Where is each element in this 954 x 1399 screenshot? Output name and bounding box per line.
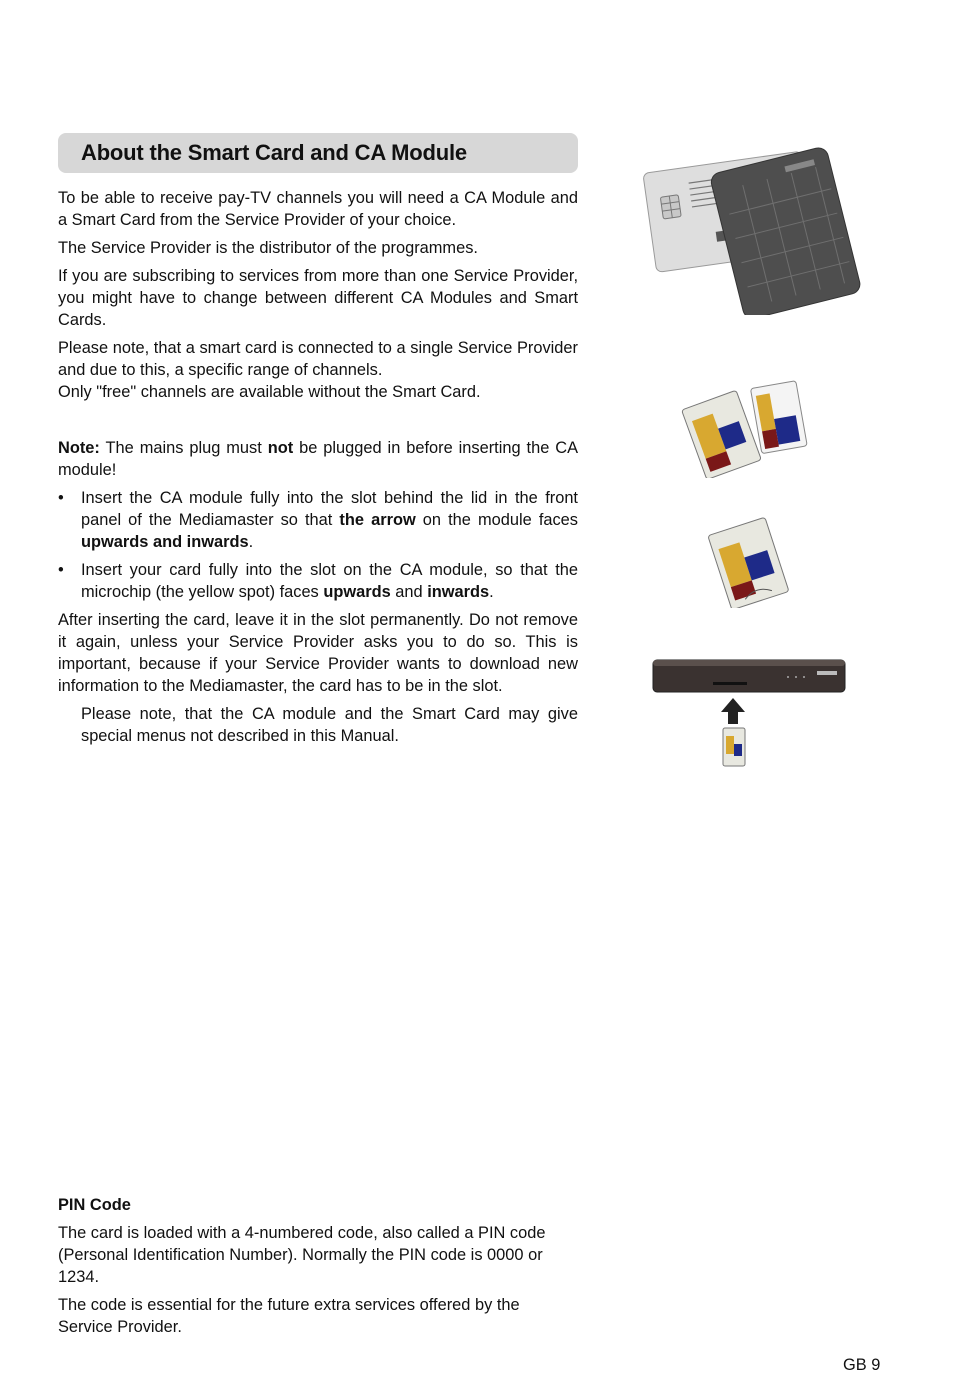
intro-paragraph-3: If you are subscribing to services from more than one Service Provider, you might have to change between different CA Modules and Smart Cards.	[58, 267, 578, 329]
section-header	[58, 133, 578, 173]
bullet-1-text-3: .	[248, 533, 254, 551]
note-text-2: be plugged in before inserting the CA module!	[58, 439, 579, 479]
ca-module-and-card-illustration	[680, 378, 810, 478]
bullet-1-text-2: on the module faces	[415, 511, 578, 529]
pin-section	[58, 1194, 578, 1344]
bullet-1-bold-1: the arrow	[339, 511, 416, 529]
intro-paragraph-2: The Service Provider is the distributor of the programmes.	[58, 239, 478, 257]
note-label: Note:	[58, 439, 100, 457]
pin-paragraph-2: The code is essential for the future extra services offered by the Service Provider.	[58, 1296, 520, 1336]
bullet-dot: •	[58, 489, 64, 507]
bullet-2-bold-1: upwards	[323, 583, 391, 601]
intro-paragraph-1: To be able to receive pay-TV channels you will need a CA Module and a Smart Card from the Service Provider of your choice.	[58, 189, 578, 229]
intro-paragraph-4b: Only "free" channels are available without the Smart Card.	[58, 383, 481, 401]
intro-paragraph-4	[58, 337, 578, 403]
page-number: GB 9	[843, 1356, 881, 1374]
bullet-1-bold-2: upwards and inwards	[81, 533, 249, 551]
bullet-2-bold-2: inwards	[427, 583, 490, 601]
pin-title: PIN Code	[58, 1196, 131, 1214]
receiver-insertion-illustration	[651, 658, 847, 770]
main-text-column	[58, 187, 578, 753]
up-arrow-icon	[721, 698, 745, 724]
note-paragraph	[58, 437, 578, 481]
note-bold-not: not	[267, 439, 294, 457]
bullet-dot: •	[58, 561, 64, 579]
bullet-2-text-2: and	[390, 583, 428, 601]
after-paragraph-1: After inserting the card, leave it in the slot permanently. Do not remove it again, unless your Service Provider asks you to do so. This is important, because if your Service Provider wants to download new information to the Mediamaster, the card has to be in the slot.	[58, 611, 578, 695]
bullet-item-2	[58, 559, 578, 603]
bullet-1-text-1: Insert the CA module fully into the slot behind the lid in the front panel of the Mediamaster so that	[81, 489, 578, 529]
after-paragraph-2: Please note, that the CA module and the Smart Card may give special menus not described in this Manual.	[81, 705, 578, 745]
pin-paragraph-1: The card is loaded with a 4-numbered code, also called a PIN code (Personal Identification Number). Normally the PIN code is 0000 or 1234.	[58, 1224, 546, 1286]
section-title: About the Smart Card and CA Module	[81, 140, 467, 165]
intro-paragraph-4a: Please note, that a smart card is connected to a single Service Provider and due to this, a specific range of channels.	[58, 339, 578, 379]
bullet-2-text-1: Insert your card fully into the slot on the CA module, so that the microchip (the yellow spot) faces	[81, 561, 578, 601]
bullet-2-text-3: .	[489, 583, 494, 601]
note-text-1: The mains plug must	[99, 439, 268, 457]
ca-module-with-card-illustration	[704, 516, 796, 608]
smart-card-illustration	[640, 145, 865, 315]
bullet-item-1	[58, 487, 578, 553]
